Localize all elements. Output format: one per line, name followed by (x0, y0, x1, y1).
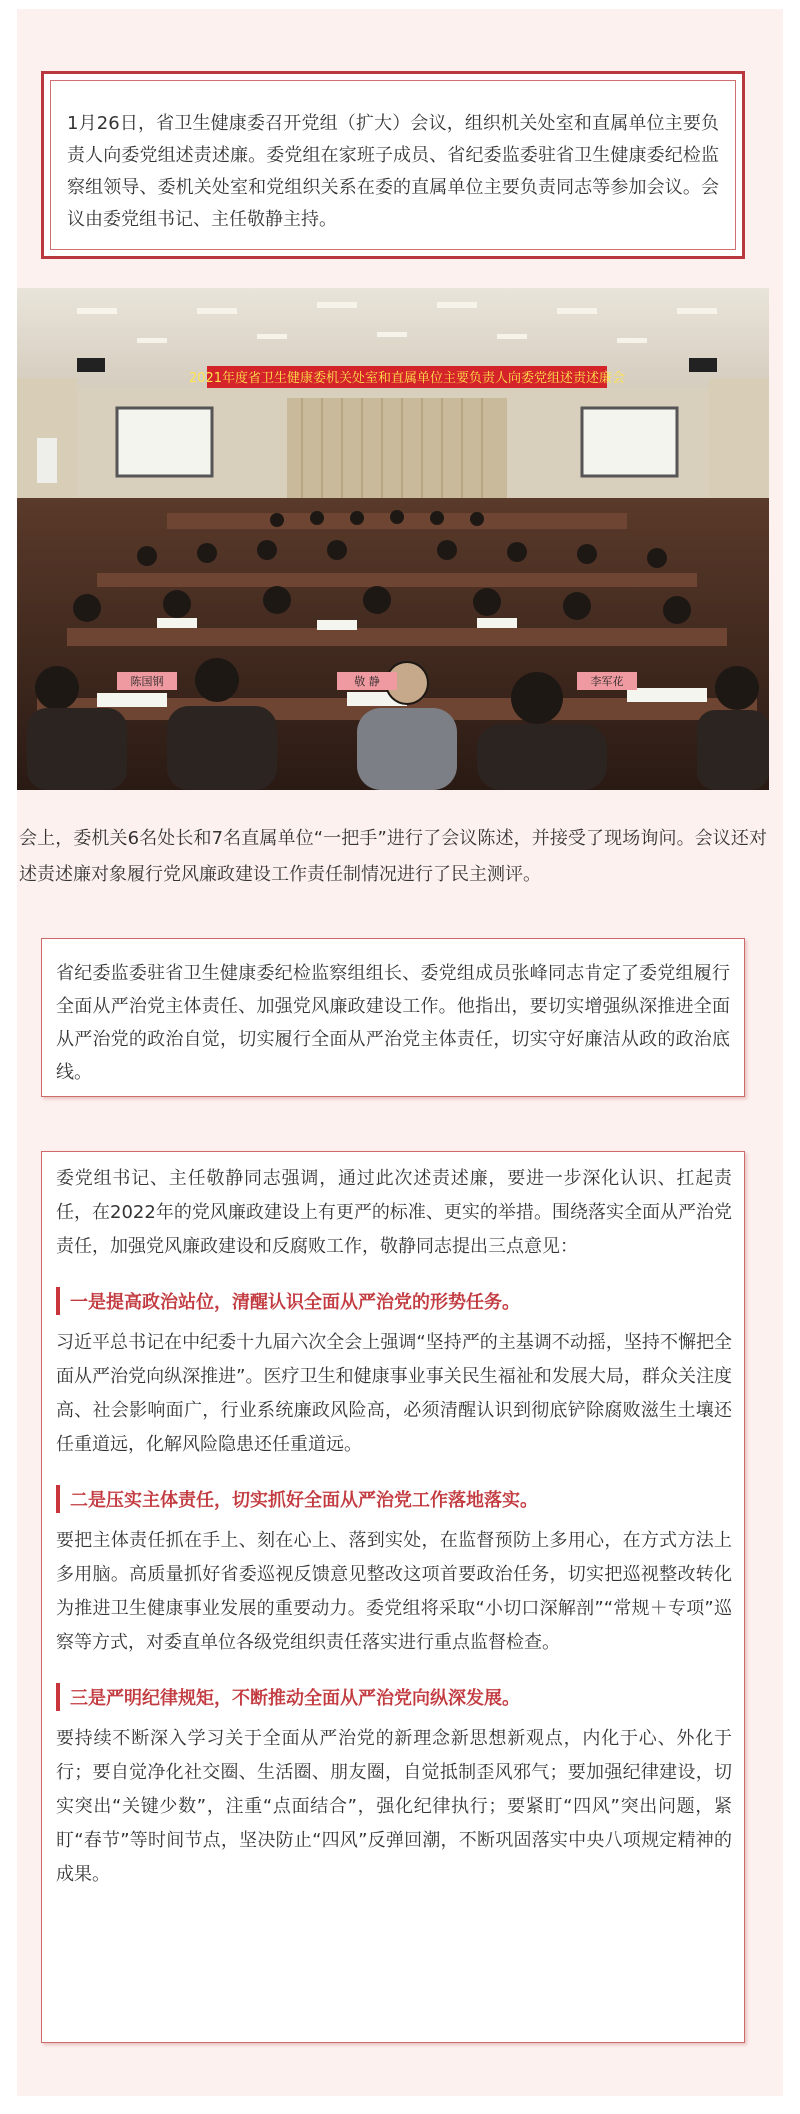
section-1-heading (56, 1286, 732, 1316)
nameplate-1: 陈国钢 (130, 675, 164, 688)
quote-paragraph: 省纪委监委驻省卫生健康委纪检监察组组长、委党组成员张峰同志肯定了委党组履行全面从严治党主体责任、加强党风廉政建设工作。他指出，要切实增强纵深推进全面从严治党的政治自觉，切实履行全面从严治党主体责任，切实守好廉洁从政的政治底线。 (56, 963, 730, 1083)
intro-box-inner (50, 80, 736, 250)
middle-paragraph: 会上，委机关6名处长和7名直属单位“一把手”进行了会议陈述，并接受了现场询问。会议还对述责述廉对象履行党风廉政建设工作责任制情况进行了民主测评。 (19, 828, 767, 885)
meeting-photo (17, 288, 769, 790)
section-3-heading-text: 三是严明纪律规矩，不断推动全面从严治党向纵深发展。 (70, 1688, 520, 1709)
section-2-heading (56, 1484, 732, 1514)
section-3-paragraph: 要持续不断深入学习关于全面从严治党的新理念新思想新观点，内化于心、外化于行；要自觉净化社交圈、生活圈、朋友圈，自觉抵制歪风邪气；要加强纪律建设，切实突出“关键少数”，注重“点面结合”，强化纪律执行；要紧盯“四风”突出问题，紧盯“春节”等时间节点，坚决防止“四风”反弹回潮，不断巩固落实中央八项规定精神的成果。 (56, 1728, 732, 1885)
heading-accent-bar (56, 1287, 60, 1315)
article-page (17, 9, 783, 2096)
nameplate-3: 李军花 (590, 675, 624, 688)
section-2-paragraph: 要把主体责任抓在手上、刻在心上、落到实处，在监督预防上多用心，在方式方法上多用脑。高质量抓好省委巡视反馈意见整改这项首要政治任务，切实把巡视整改转化为推进卫生健康事业发展的重要动力。委党组将采取“小切口深解剖”“常规＋专项”巡察等方式，对委直单位各级党组织责任落实进行重点监督检查。 (56, 1530, 732, 1653)
section-1-heading-text: 一是提高政治站位，清醒认识全面从严治党的形势任务。 (70, 1292, 520, 1313)
main-box (41, 1151, 745, 2043)
section-2-heading-text: 二是压实主体责任，切实抓好全面从严治党工作落地落实。 (70, 1490, 538, 1511)
intro-paragraph: 1月26日，省卫生健康委召开党组（扩大）会议，组织机关处室和直属单位主要负责人向委党组述责述廉。委党组在家班子成员、省纪委监委驻省卫生健康委纪检监察组领导、委机关处室和党组织关系在委的直属单位主要负责同志等参加会议。会议由委党组书记、主任敬静主持。 (67, 113, 719, 230)
meeting-photo-illustration (17, 288, 769, 790)
nameplate-2: 敬 静 (354, 675, 380, 688)
quote-box (41, 938, 745, 1097)
section-3-heading (56, 1682, 732, 1712)
heading-accent-bar (56, 1683, 60, 1711)
middle-section (19, 821, 767, 893)
heading-accent-bar (56, 1485, 60, 1513)
banner-text: 2021年度省卫生健康委机关处室和直属单位主要负责人向委党组述责述廉会 (188, 371, 626, 386)
main-intro-paragraph: 委党组书记、主任敬静同志强调，通过此次述责述廉，要进一步深化认识、扛起责任，在2022年的党风廉政建设上有更严的标准、更实的举措。围绕落实全面从严治党责任，加强党风廉政建设和反腐败工作，敬静同志提出三点意见： (56, 1168, 732, 1257)
intro-box (41, 71, 745, 259)
section-1-paragraph: 习近平总书记在中纪委十九届六次全会上强调“坚持严的主基调不动摇，坚持不懈把全面从严治党向纵深推进”。医疗卫生和健康事业事关民生福祉和发展大局，群众关注度高、社会影响面广，行业系统廉政风险高，必须清醒认识到彻底铲除腐败滋生土壤还任重道远，化解风险隐患还任重道远。 (56, 1332, 732, 1455)
